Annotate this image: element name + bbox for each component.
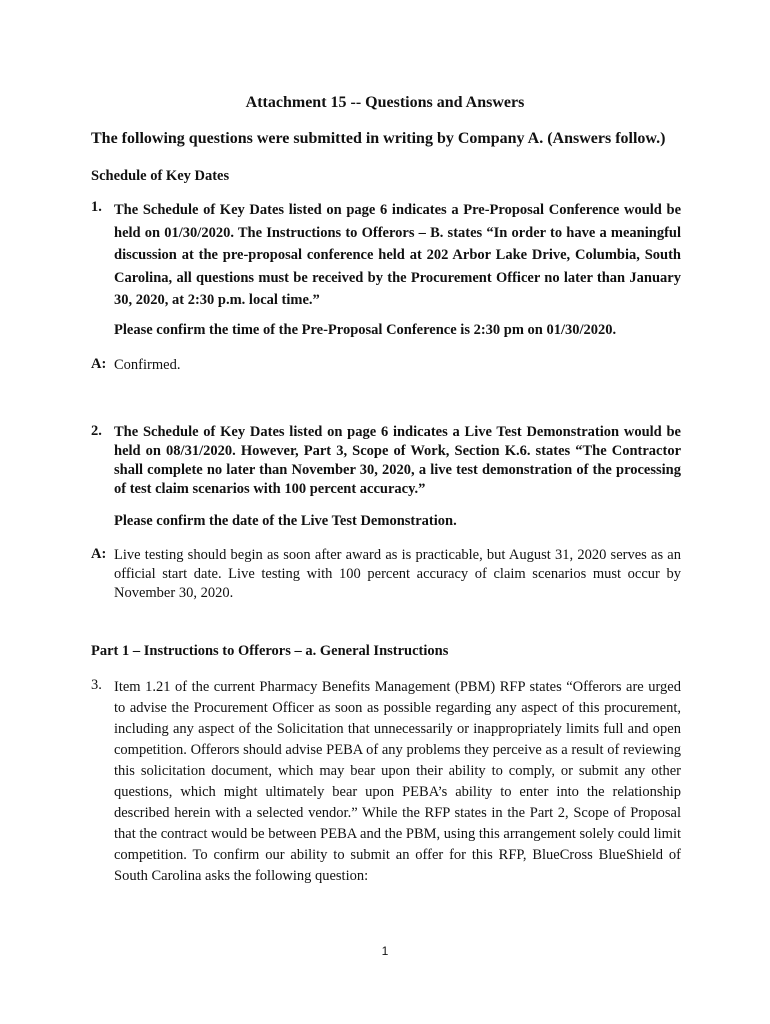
question-number: 2. [91, 423, 102, 439]
question-3 [91, 677, 681, 887]
answer-text: Confirmed. [114, 357, 181, 373]
answer-label: A: [91, 356, 107, 372]
page-title: Attachment 15 -- Questions and Answers [245, 94, 525, 111]
question-number: 1. [91, 199, 102, 215]
answer-1 [91, 356, 681, 375]
answer-2 [91, 546, 681, 603]
answer-text: Live testing should begin as soon after award as is practicable, but August 31, 2020 serves as an official start date. Live testing with 100 percent accuracy of claim scenarios must occur by November 30, 2020. [114, 547, 681, 601]
section-heading-schedule: Schedule of Key Dates [91, 168, 230, 184]
question-text: The Schedule of Key Dates listed on page 6 indicates a Live Test Demonstration would be held on 08/31/2020. However, Part 3, Scope of Work, Section K.6. states “The Contractor shall complete no later than November 30, 2020, a live test demonstration of the processing of test claim scenarios with 100 percent accuracy.” [114, 424, 681, 497]
question-2-confirm: Please confirm the date of the Live Test Demonstration. [114, 513, 457, 529]
page-subtitle: The following questions were submitted in writing by Company A. (Answers follow.) [91, 130, 666, 147]
section-heading-part1: Part 1 – Instructions to Offerors – a. General Instructions [91, 643, 449, 659]
question-1-confirm: Please confirm the time of the Pre-Proposal Conference is 2:30 pm on 01/30/2020. [114, 322, 617, 338]
question-text: Item 1.21 of the current Pharmacy Benefits Management (PBM) RFP states “Offerors are urged to advise the Procurement Officer as soon as possible regarding any aspect of this procurement, including any aspect of the Solicitation that unnecessarily or inappropriately limits full and open competition. Offerors should advise PEBA of any problems they perceive as a result of reviewing this solicitation document, which may bear upon their ability to comply, or submit any other questions, which might ultimately bear upon PEBA’s ability to enter into the relationship described herein with a selected vendor.” While the RFP states in the Part 2, Scope of Proposal that the contract would be between PEBA and the PBM, using this arrangement solely could limit competition. To confirm our ability to submit an offer for this RFP, BlueCross BlueShield of South Carolina asks the following question: [114, 679, 682, 884]
answer-label: A: [91, 546, 107, 562]
question-2 [91, 423, 681, 499]
page-number: 1 [381, 944, 389, 958]
question-number: 3. [91, 677, 102, 693]
question-text: The Schedule of Key Dates listed on page 6 indicates a Pre-Proposal Conference would be held on 01/30/2020. The Instructions to Offerors – B. states “In order to have a meaningful discussion at the pre-proposal conference held at 202 Arbor Lake Drive, Columbia, South Carolina, all questions must be received by the Procurement Officer no later than January 30, 2020, at 2:30 p.m. local time.” [114, 202, 681, 308]
question-1 [91, 199, 681, 312]
